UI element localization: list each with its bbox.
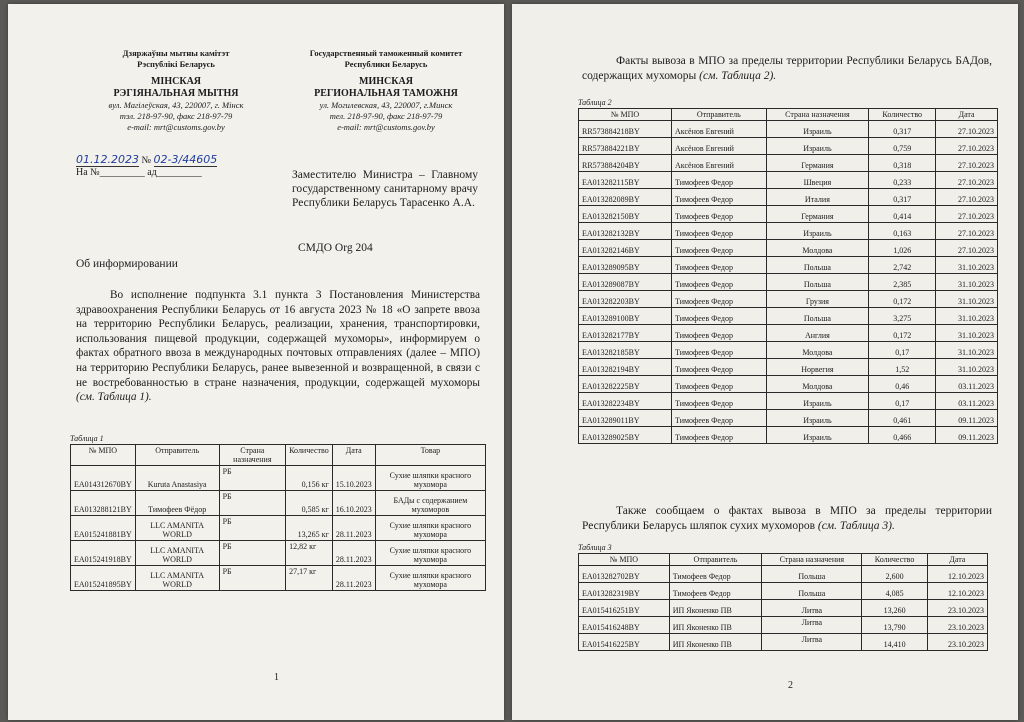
table-row [579,634,988,651]
cell-date: 27.10.2023 [936,155,998,172]
cell-sender: Тимофеев Федор [672,223,767,240]
cell-product: Сухие шляпки красного мухомора [375,541,485,566]
column-header: Дата [936,109,998,121]
cell-country: Грузия [766,291,869,308]
cell-quantity: 0,156 кг [286,466,333,491]
table-row [579,240,998,257]
cell-quantity: 14,410 [862,634,927,651]
cell-date: 23.10.2023 [927,600,987,617]
cell-sender: Тимофеев Федор [672,359,767,376]
cell-sender: Аксёнов Евгений [672,138,767,155]
column-header: Отправитель [672,109,767,121]
cell-mpo: EA013289087BY [579,274,672,291]
cell-date: 27.10.2023 [936,223,998,240]
cell-quantity: 0,318 [869,155,936,172]
cell-country: Польша [766,274,869,291]
email: e-mail: mrt@customs.gov.by [127,122,225,132]
cell-quantity: 13,260 [862,600,927,617]
cell-mpo: EA013289025BY [579,427,672,444]
cell-sender: LLC AMANITA WORLD [135,566,219,591]
cell-date: 09.11.2023 [936,427,998,444]
cell-date: 03.11.2023 [936,393,998,410]
table-row [579,427,998,444]
cell-mpo: EA015241881BY [71,516,136,541]
phone: тел. 218-97-90, факс 218-97-79 [329,111,443,121]
cell-mpo: RR573884218BY [579,121,672,138]
region-name-1: МІНСКАЯ [150,76,202,87]
cell-mpo: EA013282146BY [579,240,672,257]
cell-country: Швеция [766,172,869,189]
cell-sender: LLC AMANITA WORLD [135,516,219,541]
cell-sender: Тимофеев Федор [672,206,767,223]
table-row [579,325,998,342]
cell-date: 31.10.2023 [936,342,998,359]
cell-quantity: 0,759 [869,138,936,155]
cell-mpo: EA015416248BY [579,617,670,634]
cell-mpo: EA013282177BY [579,325,672,342]
table-2-caption: Таблица 2 [578,98,612,107]
mid-paragraph [582,504,992,534]
column-header: № МПО [579,554,670,566]
column-header: Страна назначения [219,445,286,466]
intro-text: Факты вывоза в МПО за пределы территории Республики Беларусь БАДов, содержащих мухоморы [582,55,992,82]
addressee: Заместителю Министра – Главному государственному санитарному врачу Республики Беларусь Тарасенко А.А. [292,169,478,209]
cell-sender: Аксёнов Евгений [672,121,767,138]
org-name: Дзяржаўны мытны камітэт [122,48,230,58]
cell-mpo: EA013282150BY [579,206,672,223]
cell-quantity: 0,466 [869,427,936,444]
intro-paragraph [582,54,992,84]
cell-country: Израиль [766,427,869,444]
cell-quantity: 0,461 [869,410,936,427]
cell-date: 15.10.2023 [332,466,375,491]
table-row [579,257,998,274]
cell-quantity: 3,275 [869,308,936,325]
phone: тэл. 218-97-90, факс 218-97-79 [119,111,233,121]
cell-date: 31.10.2023 [936,257,998,274]
cell-sender: Тимофеев Федор [672,410,767,427]
table-3-caption: Таблица 3 [578,543,612,552]
address: вул. Магілеўская, 43, 220007, г. Мінск [108,100,244,110]
document-page-2 [512,4,1018,720]
cell-sender: ИП Яконенко ПВ [669,634,762,651]
table-2-body [579,121,998,444]
column-header: Количество [869,109,936,121]
table-1-caption: Таблица 1 [70,434,104,443]
cell-date: 31.10.2023 [936,274,998,291]
table-3 [578,553,988,651]
cell-quantity: 2,742 [869,257,936,274]
cell-date: 12.10.2023 [927,566,987,583]
address: ул. Могилевская, 43, 220007, г.Минск [319,100,453,110]
org-country: Рэспублікі Беларусь [137,59,215,69]
cell-country: Англия [766,325,869,342]
org-name: Государственный таможенный комитет [309,48,463,58]
column-header: № МПО [579,109,672,121]
cell-country: Литва [762,617,862,634]
table-row [71,541,486,566]
region-name-2: РЕГИОНАЛЬНАЯ ТАМОЖНЯ [314,88,458,99]
cell-sender: Тимофеев Федор [672,291,767,308]
cell-date: 28.11.2023 [332,566,375,591]
table-row [579,155,998,172]
registration-number: 02-3/44605 [153,153,218,166]
table-header-row [579,109,998,121]
letter-body-text: Во исполнение подпункта 3.1 пункта 3 Постановления Министерства здравоохранения Республики Беларусь от 16 августа 2023 № 18 «О запрете ввоза на территорию Республики Беларусь, реализации, хранения, транспортировки, использования пищевой продукции, содержащей мухоморы», информируем о фактах обратного ввоза в международных почтовых отправлениях (далее – МПО) на территорию Республики Беларусь, ранее вывезенной и возвращенной, в связи с не востребованностью в стране назначения, продукции, содержащей мухоморы [76,289,480,389]
cell-country: Германия [766,155,869,172]
table-row [579,583,988,600]
registration-block [76,154,217,179]
cell-sender: Тимофеев Федор [672,240,767,257]
cell-quantity: 1,026 [869,240,936,257]
cell-sender: Тимофеев Федор [672,274,767,291]
cell-date: 31.10.2023 [936,291,998,308]
column-header: Количество [862,554,927,566]
registration-date: 01.12.2023 [76,153,139,166]
cell-quantity: 13,265 кг [286,516,333,541]
column-header: Дата [927,554,987,566]
cell-mpo: EA013282203BY [579,291,672,308]
table-row [579,410,998,427]
column-header: Отправитель [135,445,219,466]
cell-mpo: RR573884204BY [579,155,672,172]
smdo-code: СМДО Org 204 [298,242,373,254]
cell-date: 12.10.2023 [927,583,987,600]
cell-quantity: 27,17 кг [286,566,333,591]
cell-mpo: EA013282185BY [579,342,672,359]
registration-num-label: № [141,155,152,166]
cell-sender: Аксёнов Евгений [672,155,767,172]
table-row [71,566,486,591]
cell-date: 31.10.2023 [936,308,998,325]
table-row [579,376,998,393]
column-header: Количество [286,445,333,466]
cell-quantity: 2,385 [869,274,936,291]
cell-mpo: EA013282702BY [579,566,670,583]
cell-sender: Тимофеев Федор [669,583,762,600]
cell-country: Израиль [766,138,869,155]
document-page-1 [8,4,504,720]
org-country: Республики Беларусь [344,59,428,69]
cell-date: 16.10.2023 [332,491,375,516]
cell-mpo: EA013282319BY [579,583,670,600]
letter-subject: Об информировании [76,258,178,270]
cell-mpo: EA015416225BY [579,634,670,651]
table-reference: (см. Таблица 1). [76,391,152,404]
cell-mpo: RR573884221BY [579,138,672,155]
table-row [579,393,998,410]
cell-sender: Тимофеев Федор [672,393,767,410]
cell-date: 23.10.2023 [927,634,987,651]
cell-date: 28.11.2023 [332,541,375,566]
cell-sender: ИП Яконенко ПВ [669,617,762,634]
cell-product: БАДы с содержанием мухоморов [375,491,485,516]
cell-country: РБ [219,466,286,491]
cell-sender: Тимофеев Федор [672,308,767,325]
cell-product: Сухие шляпки красного мухомора [375,566,485,591]
cell-mpo: EA013282115BY [579,172,672,189]
table-row [579,274,998,291]
cell-quantity: 0,585 кг [286,491,333,516]
letter-body [76,288,480,405]
email: e-mail: mrt@customs.gov.by [337,122,435,132]
letterhead-russian [298,48,474,133]
cell-date: 27.10.2023 [936,138,998,155]
table-row [579,308,998,325]
cell-country: РБ [219,566,286,591]
column-header: Отправитель [669,554,762,566]
table-1 [70,444,486,591]
table-row [71,516,486,541]
cell-date: 27.10.2023 [936,121,998,138]
cell-quantity: 0,17 [869,393,936,410]
table-row [579,189,998,206]
table-row [579,600,988,617]
table-row [71,466,486,491]
cell-sender: Тимофеев Федор [669,566,762,583]
cell-mpo: EA015241918BY [71,541,136,566]
table-row [579,138,998,155]
cell-country: Израиль [766,121,869,138]
cell-quantity: 0,233 [869,172,936,189]
cell-country: Польша [766,257,869,274]
cell-quantity: 4,085 [862,583,927,600]
table-row [579,223,998,240]
cell-country: РБ [219,516,286,541]
cell-sender: Тимофеев Федор [672,342,767,359]
cell-quantity: 0,317 [869,189,936,206]
cell-quantity: 0,163 [869,223,936,240]
table-2 [578,108,998,444]
cell-date: 27.10.2023 [936,172,998,189]
cell-sender: Тимофеев Фёдор [135,491,219,516]
cell-country: Италия [766,189,869,206]
cell-mpo: EA013282132BY [579,223,672,240]
cell-country: Польша [762,566,862,583]
cell-sender: Тимофеев Федор [672,172,767,189]
cell-mpo: EA013282234BY [579,393,672,410]
page-number: 2 [788,680,793,691]
cell-date: 31.10.2023 [936,359,998,376]
cell-date: 27.10.2023 [936,206,998,223]
cell-sender: Тимофеев Федор [672,427,767,444]
cell-quantity: 0,17 [869,342,936,359]
table-row [579,291,998,308]
table-row [579,617,988,634]
page-number: 1 [274,672,279,683]
cell-country: Польша [766,308,869,325]
letterhead-belarusian [88,48,264,133]
cell-country: Молдова [766,342,869,359]
table-row [71,491,486,516]
cell-date: 03.11.2023 [936,376,998,393]
cell-date: 28.11.2023 [332,516,375,541]
cell-country: Германия [766,206,869,223]
cell-quantity: 0,46 [869,376,936,393]
table-row [579,206,998,223]
mid-text: Также сообщаем о фактах вывоза в МПО за пределы территории Республики Беларусь шляпок сухих мухоморов [582,505,992,532]
cell-country: Молдова [766,240,869,257]
cell-sender: LLC AMANITA WORLD [135,541,219,566]
table-reference: (см. Таблица 3). [817,520,895,532]
table-row [579,121,998,138]
cell-mpo: EA013282194BY [579,359,672,376]
cell-quantity: 0,414 [869,206,936,223]
cell-date: 09.11.2023 [936,410,998,427]
cell-date: 23.10.2023 [927,617,987,634]
region-name-2: РЭГІЯНАЛЬНАЯ МЫТНЯ [113,88,239,99]
region-name-1: МИНСКАЯ [359,76,413,87]
cell-country: Литва [762,600,862,617]
cell-mpo: EA015416251BY [579,600,670,617]
column-header: Товар [375,445,485,466]
cell-mpo: EA013282225BY [579,376,672,393]
cell-country: РБ [219,541,286,566]
cell-sender: ИП Яконенко ПВ [669,600,762,617]
table-row [579,342,998,359]
cell-date: 27.10.2023 [936,240,998,257]
column-header: Страна назначения [766,109,869,121]
cell-quantity: 12,82 кг [286,541,333,566]
cell-country: Израиль [766,223,869,240]
cell-sender: Тимофеев Федор [672,257,767,274]
cell-quantity: 2,600 [862,566,927,583]
cell-product: Сухие шляпки красного мухомора [375,516,485,541]
cell-country: Литва [762,634,862,651]
table-row [579,359,998,376]
table-row [579,566,988,583]
column-header: № МПО [71,445,136,466]
cell-mpo: EA015241895BY [71,566,136,591]
cell-quantity: 0,172 [869,325,936,342]
cell-mpo: EA013282089BY [579,189,672,206]
table-row [579,172,998,189]
cell-product: Сухие шляпки красного мухомора [375,466,485,491]
cell-sender: Тимофеев Федор [672,376,767,393]
cell-country: РБ [219,491,286,516]
table-header-row [579,554,988,566]
cell-mpo: EA013289100BY [579,308,672,325]
cell-mpo: EA014312670BY [71,466,136,491]
cell-quantity: 1,52 [869,359,936,376]
cell-sender: Kuruta Anastasiya [135,466,219,491]
cell-quantity: 0,172 [869,291,936,308]
cell-sender: Тимофеев Федор [672,325,767,342]
column-header: Страна назначения [762,554,862,566]
cell-country: Молдова [766,376,869,393]
cell-country: Израиль [766,393,869,410]
cell-country: Норвегия [766,359,869,376]
cell-quantity: 13,790 [862,617,927,634]
cell-sender: Тимофеев Федор [672,189,767,206]
cell-mpo: EA013289011BY [579,410,672,427]
cell-date: 27.10.2023 [936,189,998,206]
column-header: Дата [332,445,375,466]
table-reference: (см. Таблица 2). [699,70,777,82]
cell-date: 31.10.2023 [936,325,998,342]
table-header-row [71,445,486,466]
cell-mpo: EA013288121BY [71,491,136,516]
cell-quantity: 0,317 [869,121,936,138]
reply-line: На №_________ ад_________ [76,167,202,178]
cell-country: Израиль [766,410,869,427]
cell-country: Польша [762,583,862,600]
cell-mpo: EA013289095BY [579,257,672,274]
